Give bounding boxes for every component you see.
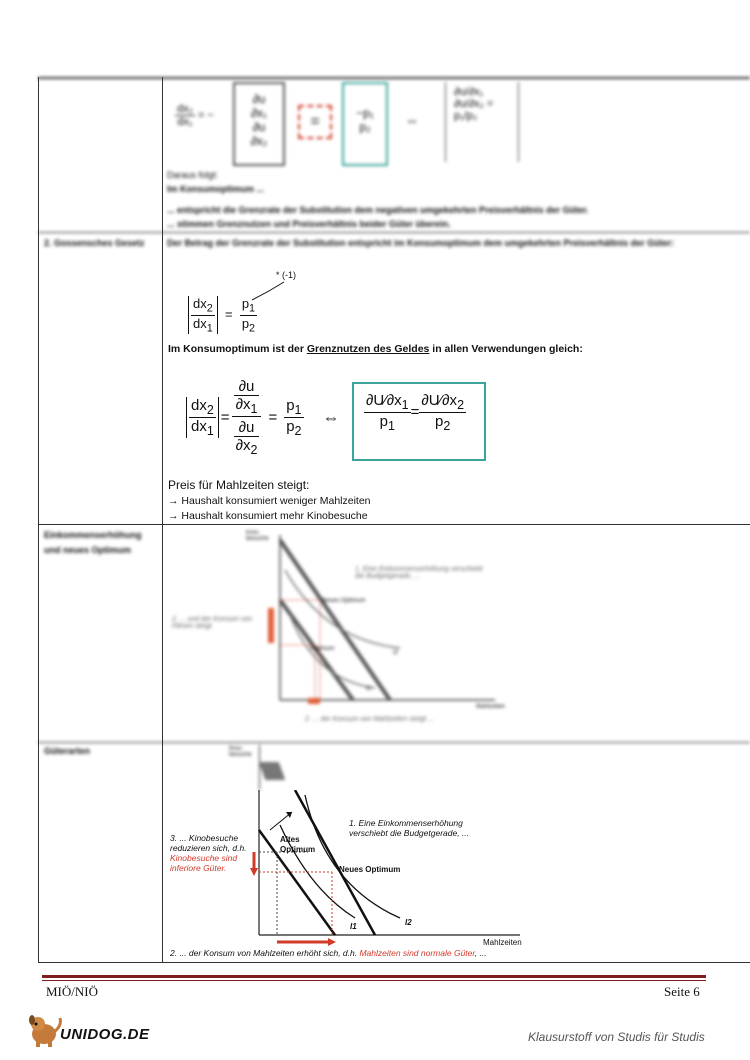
row2-abs-formula: $\frac{dx_2}{dx_1}$ = $\frac{p_1}{p_2}$	[188, 296, 257, 334]
row1-box-grey: ∂u ∂x₁ ∂u ∂x₂	[233, 82, 285, 166]
row1-daraus: Daraus folgt:	[167, 170, 219, 180]
row2-box-formula: $\frac{\partial U⁄\partial x_1}{p_1}$ = $\frac{\partial U⁄\partial x_2}{p_2}$	[366, 392, 465, 433]
row2-statement: Im Konsumoptimum ist der Grenznutzen des Geldes in allen Verwendungen gleich:	[168, 343, 583, 355]
row2-annotation: * (-1)	[276, 270, 296, 280]
row2-intro: Der Betrag der Grenzrate der Substitution entspricht im Konsumoptimum dem umgekehrten Preisverhältnis der Güter:	[167, 238, 675, 248]
row3-label: Einkommenserhöhung und neues Optimum	[44, 530, 142, 555]
row-divider-2	[38, 524, 750, 525]
row4-label: Güterarten	[44, 746, 91, 756]
row4-xlabel: Mahlzeiten	[483, 938, 522, 947]
footer-left: MIÖ/NIÖ	[46, 984, 98, 999]
row4-i1: I1	[350, 922, 357, 931]
row-divider-3	[38, 742, 750, 743]
row4-note2: 2. ... der Konsum von Mahlzeiten erhöht sich, d.h. Mahlzeiten sind normale Güter, ...	[170, 948, 487, 958]
unidog-logo[interactable]	[26, 1014, 150, 1053]
table-top-border	[38, 77, 750, 79]
table-left-border	[38, 77, 39, 962]
row3-chart	[165, 530, 525, 730]
table-bottom-border	[38, 962, 750, 963]
row3-note3: 2. ... der Konsum von Mahlzeiten steigt ...	[305, 716, 434, 723]
row4-line-top	[259, 762, 286, 780]
row2-annotation-line	[250, 278, 290, 302]
row1-box-teal: −p₁ p₂	[342, 82, 388, 166]
row1-line1: Im Konsumoptimum ...	[167, 184, 265, 194]
row3-i1: I1	[366, 686, 372, 692]
row2-price-head: Preis für Mahlzeiten steigt:	[168, 478, 310, 492]
row2-big-formula: $\frac{dx_2}{dx_1}$ = $\frac{\frac{\partial u}{\partial x_1}}{\frac{\partial u}{\partial x_2}}$ = $\frac{p_1}{p_2}$ ⇔	[185, 377, 341, 458]
row-divider-1	[38, 232, 750, 233]
row4-note1: 1. Eine Einkommenserhöhung verschiebt die Budgetgerade, ...	[349, 818, 470, 838]
row3-ylabel: Kino-besuche	[246, 530, 269, 542]
row3-neues: Neues Optimum	[322, 598, 366, 604]
footer-line-thick	[42, 975, 706, 978]
row1-line3: ... stimmen Grenznutzen und Preisverhältnis beider Güter überein.	[167, 219, 451, 229]
row2-arrow2: → Haushalt konsumiert mehr Kinobesuche	[168, 510, 368, 522]
table-column-divider	[162, 77, 163, 962]
row1-formula-rhs: ∂u/∂x₁ ∂u/∂x₂ = p₁/p₂	[445, 82, 519, 162]
row4-note3: 3. ... Kinobesuche reduzieren sich, d.h. Kinobesuche sind inferiore Güter.	[170, 833, 247, 873]
row1-line2: ... entspricht die Grenzrate der Substitution dem negativen umgekehrten Preisverhältnis der Güter.	[167, 205, 589, 215]
footer-page-number: Seite 6	[664, 984, 700, 999]
logo-text: UNIDOG.DE	[60, 1026, 150, 1043]
row4-i2: I2	[405, 918, 412, 927]
footer-line-thin	[42, 980, 706, 981]
footer-slogan: Klausurstoff von Studis für Studis	[528, 1030, 705, 1044]
row4-neues: Neues Optimum	[339, 865, 401, 874]
row4-ylabel: Kino-besuche	[229, 746, 252, 758]
row2-arrow1: → Haushalt konsumiert weniger Mahlzeiten	[168, 495, 371, 507]
row4-altes: Altes Optimum	[280, 835, 316, 854]
row1-equiv: ⇔	[405, 112, 419, 128]
row2-teal-box	[352, 382, 486, 461]
row3-note2: 2. ... und der Konsum von Filmen steigt	[172, 616, 253, 630]
row1-formula-lhs: $\frac{\text{dx₂}}{\text{dx₁}}$ = −	[177, 103, 214, 128]
row3-i2: I2	[393, 650, 399, 656]
row1-box-red: =	[298, 105, 332, 139]
row3-xlabel: Mahlzeiten	[476, 704, 506, 710]
row3-altes: Optimum	[310, 646, 335, 652]
row3-note1: 1. Eine Einkommenserhöhung verschiebt die Budgetgerade, ...	[355, 566, 483, 580]
row2-label: 2. Gossensches Gesetz	[44, 238, 145, 248]
